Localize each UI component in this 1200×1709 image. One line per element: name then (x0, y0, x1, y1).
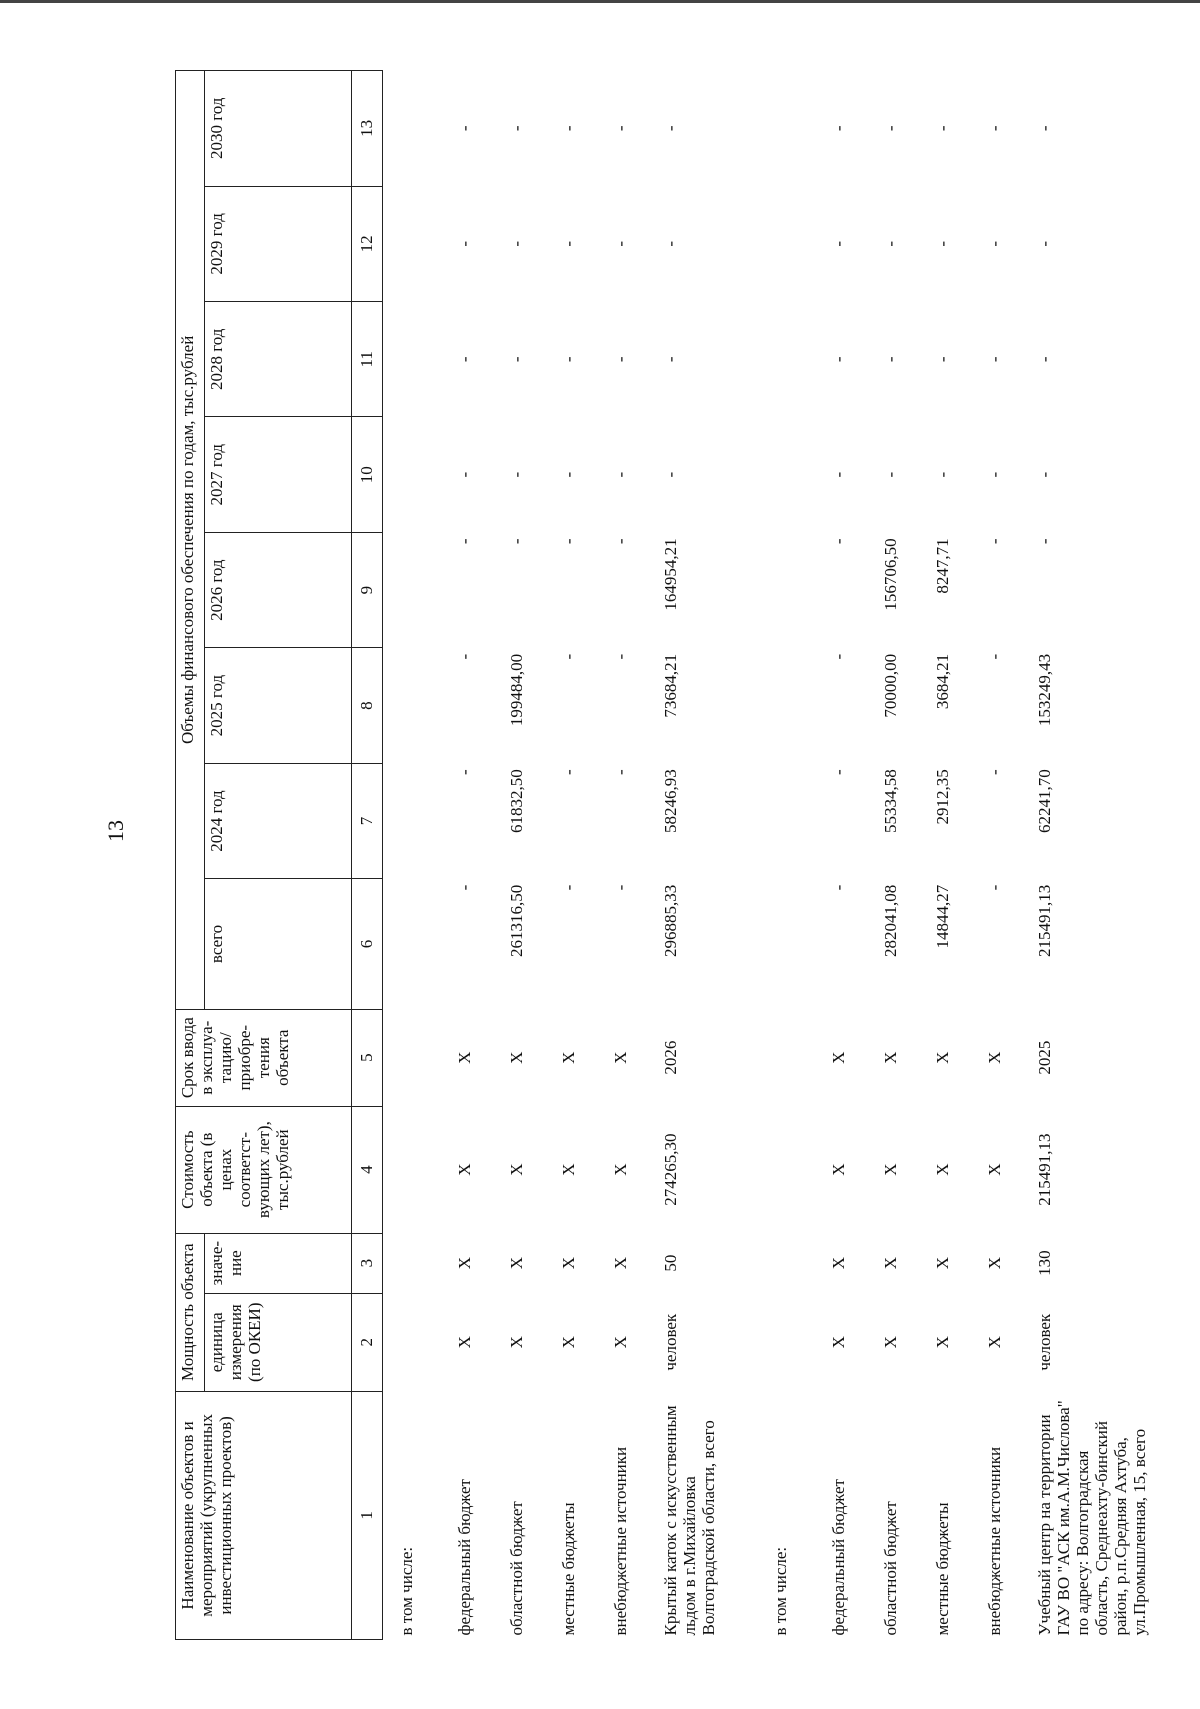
cell-year: - (933, 356, 952, 363)
cell-year: 62241,70 (1035, 769, 1054, 834)
cell-year: 70000,00 (881, 653, 900, 718)
cell-year: - (985, 471, 1004, 478)
cell-year: - (1035, 538, 1054, 545)
table-row (975, 71, 1027, 1640)
row-name: местные бюджеты (559, 1502, 578, 1636)
cell-unit: человек (1035, 1313, 1054, 1371)
column-number: 10 (352, 417, 383, 532)
cell-year: - (1035, 356, 1054, 363)
column-number: 9 (352, 532, 383, 647)
cell-year: - (985, 241, 1004, 247)
row-name: областной бюджет (881, 1501, 900, 1636)
column-number: 3 (352, 1233, 383, 1293)
cell-year: - (985, 653, 1004, 660)
table-row (601, 71, 653, 1640)
cell-cost: X (559, 1163, 578, 1176)
cell-year: - (507, 241, 526, 247)
cell-value: 130 (1035, 1250, 1054, 1276)
column-number: 5 (352, 1009, 383, 1106)
cell-year: - (507, 356, 526, 363)
cell-value: X (507, 1257, 526, 1270)
table-row (757, 71, 819, 1640)
cell-unit: X (559, 1336, 578, 1349)
header-year: 2030 год (205, 71, 352, 187)
cell-term: 2025 (1035, 1040, 1054, 1075)
cell-value: X (455, 1257, 474, 1270)
cell-cost: X (881, 1163, 900, 1176)
cell-term: X (611, 1051, 630, 1064)
cell-year: - (507, 471, 526, 478)
cell-total: 14844,27 (933, 884, 952, 949)
cell-total: 296885,33 (661, 884, 680, 957)
cell-year: - (611, 769, 630, 775)
cell-year: - (661, 356, 680, 363)
cell-year: - (881, 125, 900, 132)
header-term: Срок ввода в эксплуа-тацию/ приобре-тения объекта (176, 1009, 352, 1106)
table-row (923, 71, 975, 1640)
cell-total: - (985, 884, 1004, 891)
cell-year: - (611, 471, 630, 478)
row-subhead: в том числе: (397, 1546, 416, 1636)
cell-term: X (933, 1051, 952, 1064)
column-number: 13 (352, 71, 383, 187)
cell-year: - (933, 241, 952, 247)
cell-year: - (661, 471, 680, 478)
row-name: областной бюджет (507, 1501, 526, 1636)
cell-year: - (559, 471, 578, 478)
cell-year: - (455, 356, 474, 363)
cell-value: X (985, 1257, 1004, 1270)
header-object-name: Наименование объектов и мероприятий (укрупненных инвестиционных проектов) (176, 1391, 352, 1639)
column-number: 1 (352, 1391, 383, 1639)
cell-year: - (829, 125, 848, 132)
cell-year: - (455, 241, 474, 247)
cell-year: - (611, 125, 630, 132)
cell-year: - (829, 356, 848, 363)
cell-year: - (455, 653, 474, 660)
cell-cost: X (829, 1163, 848, 1176)
cell-unit: X (611, 1336, 630, 1349)
row-name: федеральный бюджет (455, 1479, 474, 1636)
cell-year: - (829, 241, 848, 247)
cell-unit: X (507, 1336, 526, 1349)
cell-year: - (1035, 471, 1054, 478)
cell-year: - (829, 653, 848, 660)
cell-year: - (559, 653, 578, 660)
table-row (549, 71, 601, 1640)
cell-year: 199484,00 (507, 653, 526, 727)
cell-value: X (559, 1257, 578, 1270)
table-row (1027, 71, 1155, 1640)
cell-year: 164954,21 (661, 538, 680, 611)
cell-cost: 215491,13 (1035, 1133, 1054, 1206)
cell-total: - (829, 884, 848, 891)
cell-year: - (661, 125, 680, 132)
cell-year: - (455, 769, 474, 775)
cell-year: - (881, 241, 900, 247)
cell-year: - (611, 538, 630, 545)
cell-year: - (829, 538, 848, 545)
cell-year: - (661, 241, 680, 247)
column-number: 12 (352, 186, 383, 301)
cell-year: - (559, 241, 578, 247)
cell-year: - (985, 125, 1004, 132)
cell-year: - (455, 125, 474, 132)
header-year: 2029 год (205, 186, 352, 301)
cell-year: - (985, 356, 1004, 363)
row-name: внебюджетные источники (985, 1446, 1004, 1636)
cell-total: 261316,50 (507, 884, 526, 957)
header-year: 2024 год (205, 763, 352, 878)
header-year: 2026 год (205, 532, 352, 647)
cell-year: 55334,58 (881, 769, 900, 834)
header-capacity-unit: единица измерения (по ОКЕИ) (205, 1293, 352, 1391)
cell-cost: X (933, 1163, 952, 1176)
row-name: Крытый каток с искусственным льдом в г.Михайловка Волгоградской области, всего (661, 1405, 719, 1636)
cell-unit: X (985, 1336, 1004, 1349)
cell-term: X (985, 1051, 1004, 1064)
cell-year: - (829, 471, 848, 478)
cell-year: - (1035, 241, 1054, 247)
cell-unit: X (829, 1336, 848, 1349)
table-row (445, 71, 497, 1640)
cell-value: 50 (661, 1254, 680, 1272)
cell-year: - (611, 653, 630, 660)
header-capacity: Мощность объекта (176, 1233, 205, 1391)
cell-year: - (559, 769, 578, 775)
table-row (653, 71, 757, 1640)
cell-year: - (881, 356, 900, 363)
column-number: 6 (352, 879, 383, 1009)
financing-table (175, 70, 1155, 1640)
cell-term: X (507, 1051, 526, 1064)
cell-cost: X (507, 1163, 526, 1176)
cell-year: - (933, 471, 952, 478)
cell-year: 156706,50 (881, 538, 900, 611)
cell-value: X (881, 1257, 900, 1270)
cell-term: X (559, 1051, 578, 1064)
cell-total: - (611, 884, 630, 891)
column-number: 4 (352, 1106, 383, 1233)
table-row (497, 71, 549, 1640)
cell-year: - (455, 538, 474, 545)
row-subhead: в том числе: (771, 1546, 790, 1636)
header-year: 2025 год (205, 648, 352, 763)
cell-year: 153249,43 (1035, 653, 1054, 727)
header-capacity-value: значе-ние (205, 1233, 352, 1293)
row-name: внебюджетные источники (611, 1446, 630, 1636)
cell-year: 8247,71 (933, 538, 952, 594)
cell-total: 282041,08 (881, 884, 900, 957)
cell-total: - (559, 884, 578, 891)
cell-year: 61832,50 (507, 769, 526, 834)
cell-value: X (611, 1257, 630, 1270)
table-row (819, 71, 871, 1640)
page-number: 13 (103, 820, 128, 842)
cell-total: - (455, 884, 474, 891)
cell-year: - (507, 538, 526, 545)
header-cost: Стоимость объекта (в ценах соответст-вующих лет), тыс.рублей (176, 1106, 352, 1233)
cell-term: X (455, 1051, 474, 1064)
cell-unit: X (933, 1336, 952, 1349)
cell-unit: X (455, 1336, 474, 1349)
cell-cost: X (985, 1163, 1004, 1176)
cell-cost: X (455, 1163, 474, 1176)
cell-term: X (829, 1051, 848, 1064)
row-name: федеральный бюджет (829, 1479, 848, 1636)
rotated-page-content (175, 70, 1185, 1640)
cell-year: 2912,35 (933, 769, 952, 825)
cell-year: - (985, 769, 1004, 775)
cell-year: 3684,21 (933, 653, 952, 710)
column-number: 2 (352, 1293, 383, 1391)
cell-year: 73684,21 (661, 653, 680, 718)
cell-term: X (881, 1051, 900, 1064)
cell-value: X (829, 1257, 848, 1270)
cell-year: - (933, 125, 952, 132)
cell-year: 58246,93 (661, 769, 680, 834)
cell-year: - (559, 125, 578, 132)
cell-cost: 274265,30 (661, 1133, 680, 1206)
cell-unit: X (881, 1336, 900, 1349)
header-year: 2028 год (205, 302, 352, 417)
table-row (871, 71, 923, 1640)
header-year: 2027 год (205, 417, 352, 532)
cell-total: 215491,13 (1035, 884, 1054, 957)
page-top-border (0, 0, 1200, 3)
header-total: всего (205, 879, 352, 1009)
row-name: местные бюджеты (933, 1502, 952, 1636)
cell-cost: X (611, 1163, 630, 1176)
cell-year: - (455, 471, 474, 478)
header-volumes: Объемы финансового обеспечения по годам, тыс.рублей (176, 71, 205, 1010)
cell-year: - (611, 241, 630, 247)
cell-year: - (559, 356, 578, 363)
cell-year: - (829, 769, 848, 775)
cell-year: - (507, 125, 526, 132)
cell-unit: человек (661, 1313, 680, 1371)
cell-year: - (985, 538, 1004, 545)
cell-year: - (559, 538, 578, 545)
cell-term: 2026 (661, 1040, 680, 1075)
cell-value: X (933, 1257, 952, 1270)
column-number: 7 (352, 763, 383, 878)
row-name: Учебный центр на территории ГАУ ВО "АСК им.А.М.Числова" по адресу: Волгоградская область, Среднеахту-бинский район, р.п.Средняя Ахтуба, ул.Промышленная, 15, всего (1035, 1400, 1150, 1636)
column-number: 11 (352, 302, 383, 417)
table-row (383, 71, 446, 1640)
cell-year: - (611, 356, 630, 363)
cell-year: - (881, 471, 900, 478)
column-number: 8 (352, 648, 383, 763)
cell-year: - (1035, 125, 1054, 132)
